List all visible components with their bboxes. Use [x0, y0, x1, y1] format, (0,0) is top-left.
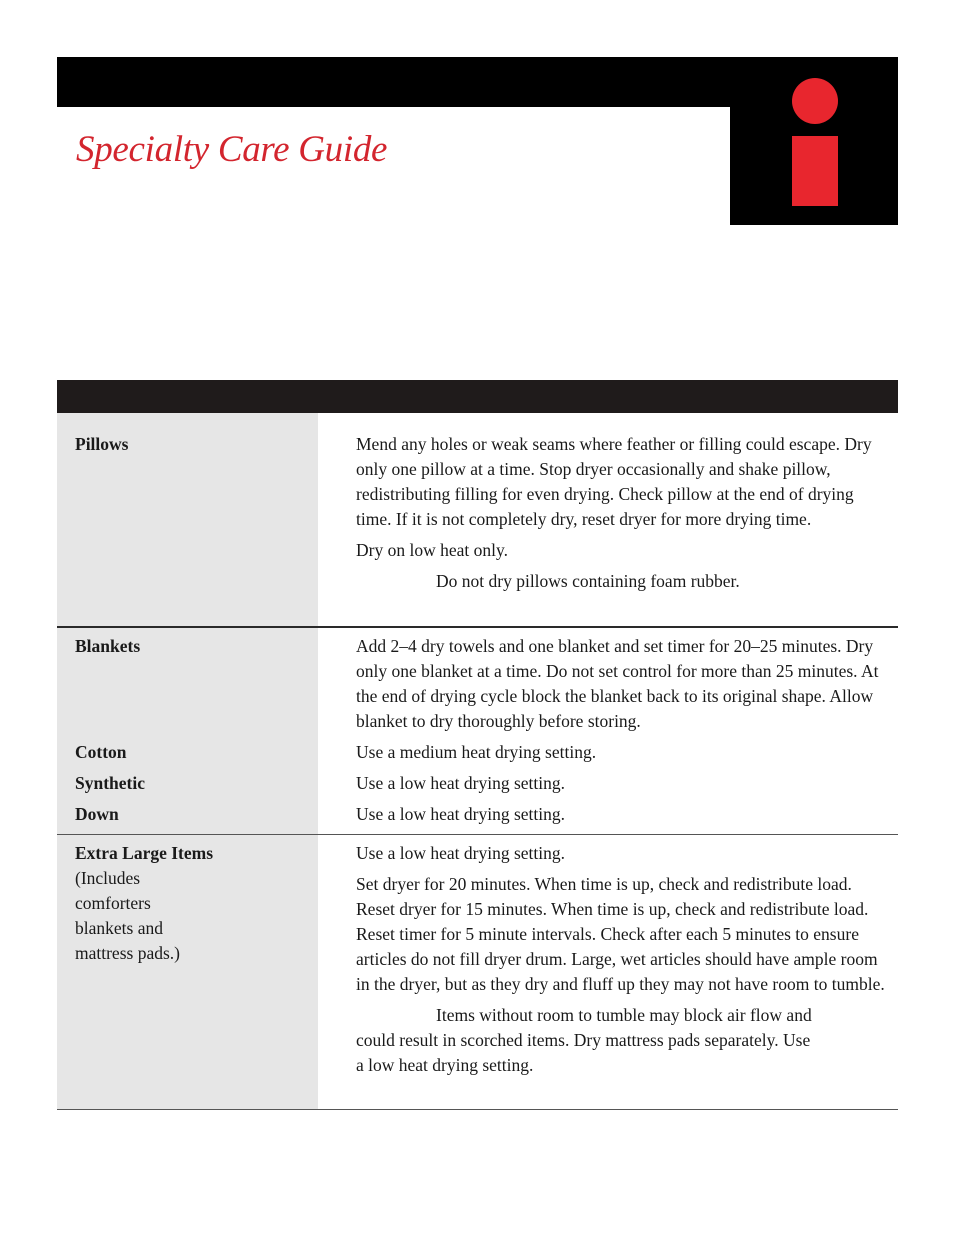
table-row-extra-large-items: [57, 835, 898, 1110]
row-label-cell: [57, 835, 318, 1109]
row-label-note: comforters: [75, 893, 151, 913]
extra-large-warning-line-1: Items without room to tumble may block air flow and: [436, 1005, 812, 1025]
row-label-note: mattress pads.): [75, 943, 180, 963]
row-label-extra-large-items: Extra Large Items: [75, 843, 214, 863]
row-label-cell: [57, 413, 318, 626]
row-label-note: blankets and: [75, 918, 163, 938]
synthetic-instructions: Use a low heat drying setting.: [356, 773, 565, 793]
extra-large-instructions: Set dryer for 20 minutes. When time is up, check and redistribute load. Reset dryer for 15 minutes. When time is up, check and redistribute load. Reset timer for 5 minute intervals. Check after each 5 minutes to ensure articles do not fill dryer drum. Large, wet articles should have ample room in the dryer, but as they dry and fluff up they may not have room to tumble.: [356, 874, 885, 994]
pillows-instructions: Mend any holes or weak seams where feather or filling could escape. Dry only one pillow at a time. Stop dryer occasionally and shake pillow, redistributing filling for even drying. Check pillow at the end of drying time. If it is not completely dry, reset dryer for more drying time.: [356, 434, 872, 529]
care-table: [57, 413, 898, 1110]
info-icon-stem: [792, 136, 838, 206]
down-instructions: Use a low heat drying setting.: [356, 804, 565, 824]
row-text-cell: [318, 413, 898, 626]
table-header-bar: [57, 380, 898, 413]
extra-large-warning-line-2: could result in scorched items. Dry mattress pads separately. Use: [356, 1030, 811, 1050]
row-text-cell: [318, 628, 898, 834]
sub-label-synthetic: Synthetic: [75, 773, 145, 793]
row-label-cell: [57, 628, 318, 834]
page-title: Specialty Care Guide: [76, 129, 388, 170]
sub-label-cotton: Cotton: [75, 742, 127, 762]
sub-label-down: Down: [75, 804, 119, 824]
row-text-cell: [318, 835, 898, 1109]
cotton-instructions: Use a medium heat drying setting.: [356, 742, 597, 762]
pillows-heat-note: Dry on low heat only.: [356, 540, 508, 560]
extra-large-heat-note: Use a low heat drying setting.: [356, 843, 565, 863]
info-icon-dot: [792, 78, 838, 124]
row-label-blankets: Blankets: [75, 636, 141, 656]
table-row-blankets: [57, 628, 898, 835]
row-label-note: (Includes: [75, 868, 141, 888]
info-icon: [730, 57, 898, 225]
table-row-pillows: [57, 413, 898, 628]
extra-large-warning-line-3: a low heat drying setting.: [356, 1055, 534, 1075]
pillows-warning: Do not dry pillows containing foam rubber.: [436, 571, 740, 591]
row-label-pillows: Pillows: [75, 434, 129, 454]
blankets-instructions: Add 2–4 dry towels and one blanket and set timer for 20–25 minutes. Dry only one blanket at a time. Do not set control for more than 25 minutes. At the end of drying cycle block the blanket back to its original shape. Allow blanket to dry thoroughly before storing.: [356, 636, 879, 731]
